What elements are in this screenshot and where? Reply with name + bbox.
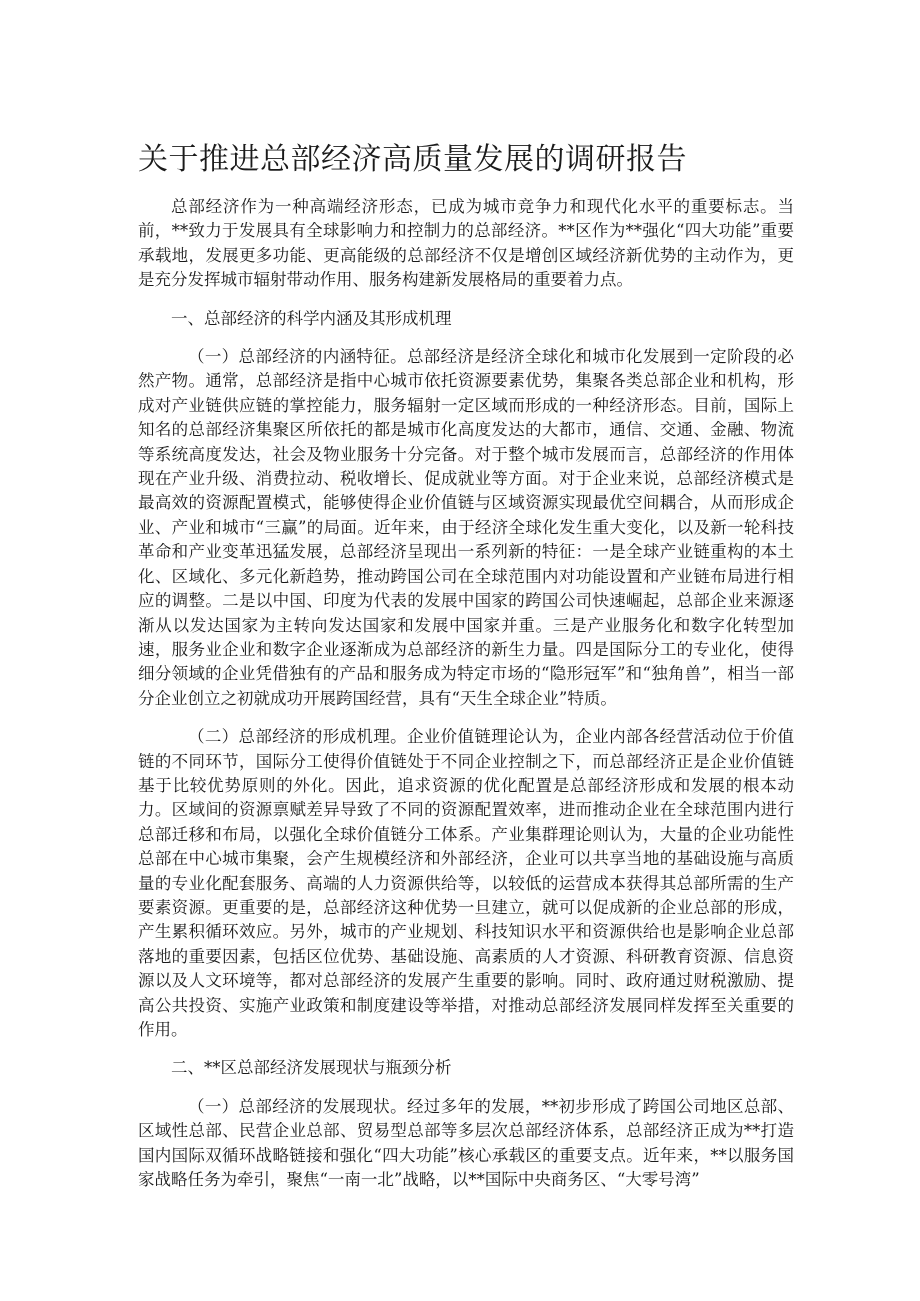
section-2-paragraph-1: （一）总部经济的发展现状。经过多年的发展，**初步形成了跨国公司地区总部、区域性总部、民营企业总部、贸易型总部等多层次总部经济体系，总部经济正成为**打造国内国际双循环战略链接和强化“四大功能”核心承载区的重要支点。近年来，**以服务国家战略任务为牵引，聚焦“一南一北”战略，以**国际中央商务区、“大零号湾” xyxy=(138,1096,794,1190)
section-2-heading: 二、**区总部经济发展现状与瓶颈分析 xyxy=(171,1058,452,1078)
intro-paragraph: 总部经济作为一种高端经济形态，已成为城市竞争力和现代化水平的重要标志。当前，**致力于发展具有全球影响力和控制力的总部经济。**区作为**强化“四大功能”重要承载地，发展更多功能、更高能级的总部经济不仅是增创区域经济新优势的主动作为，更是充分发挥城市辐射带动作用、服务构建新发展格局的重要着力点。 xyxy=(138,197,794,290)
document-title: 关于推进总部经济高质量发展的调研报告 xyxy=(138,142,687,177)
section-1-paragraph-2: （二）总部经济的形成机理。企业价值链理论认为，企业内部各经营活动位于价值链的不同环节，国际分工使得价值链处于不同企业控制之下，而总部经济正是企业价值链基于比较优势原则的外化。因此，追求资源的优化配置是总部经济形成和发展的根本动力。区域间的资源禀赋差异导致了不同的资源配置效率，进而推动企业在全球范围内进行总部迁移和布局，以强化全球价值链分工体系。产业集群理论则认为，大量的企业功能性总部在中心城市集聚，会产生规模经济和外部经济，企业可以共享当地的基础设施与高质量的专业化配套服务、高端的人力资源供给等，以较低的运营成本获得其总部所需的生产要素资源。更重要的是，总部经济这种优势一旦建立，就可以促成新的企业总部的形成，产生累积循环效应。另外，城市的产业规划、科技知识水平和资源供给也是影响企业总部落地的重要因素，包括区位优势、基础设施、高素质的人才资源、科研教育资源、信息资源以及人文环境等，都对总部经济的发展产生重要的影响。同时、政府通过财税激励、提高公共投资、实施产业政策和制度建设等举措，对推动总部经济发展同样发挥至关重要的作用。 xyxy=(138,727,794,1039)
section-1-paragraph-1: （一）总部经济的内涵特征。总部经济是经济全球化和城市化发展到一定阶段的必然产物。通常，总部经济是指中心城市依托资源要素优势，集聚各类总部企业和机构，形成对产业链供应链的掌控能力，服务辐射一定区域而形成的一种经济形态。目前，国际上知名的总部经济集聚区所依托的都是城市化高度发达的大都市，通信、交通、金融、物流等系统高度发达，社会及物业服务十分完备。对于整个城市发展而言，总部经济的作用体现在产业升级、消费拉动、税收增长、促成就业等方面。对于企业来说，总部经济模式是最高效的资源配置模式，能够使得企业价值链与区域资源实现最优空间耦合，从而形成企业、产业和城市“三赢”的局面。近年来，由于经济全球化发生重大变化，以及新一轮科技革命和产业变革迅猛发展，总部经济呈现出一系列新的特征：一是全球产业链重构的本土化、区域化、多元化新趋势，推动跨国公司在全球范围内对功能设置和产业链布局进行相应的调整。二是以中国、印度为代表的发展中国家的跨国公司快速崛起，总部企业来源逐渐从以发达国家为主转向发达国家和发展中国家并重。三是产业服务化和数字化转型加速，服务业企业和数字企业逐渐成为总部经济的新生力量。四是国际分工的专业化，使得细分领域的企业凭借独有的产品和服务成为特定市场的“隐形冠军”和“独角兽”，相当一部分企业创立之初就成功开展跨国经营，具有“天生全球企业”特质。 xyxy=(138,347,794,708)
document-body xyxy=(138,195,794,1206)
section-1-heading: 一、总部经济的科学内涵及其形成机理 xyxy=(171,308,452,328)
